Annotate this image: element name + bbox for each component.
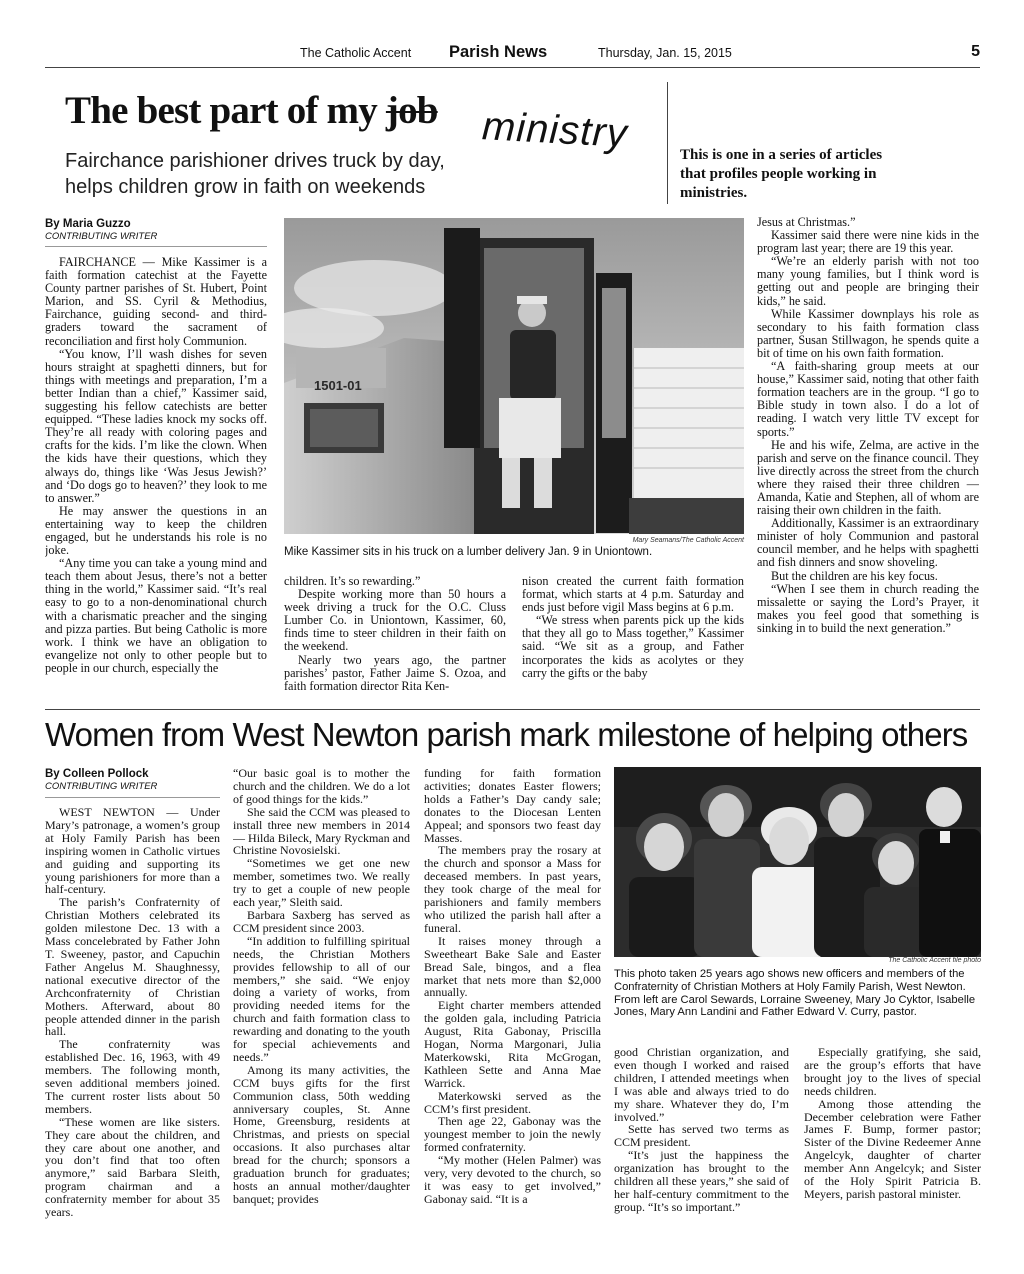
story1-col4-para: But the children are his key focus. xyxy=(771,568,938,583)
byline-rule xyxy=(45,246,267,247)
confraternity-photo-credit: The Catholic Accent file photo xyxy=(888,957,981,964)
story1-col3-para: nison created the current faith formation format, which starts at 4 p.m. Saturday and ends just before vigil Mass begins at 6 p.m. xyxy=(522,575,744,615)
story2-column-5 xyxy=(804,1046,981,1222)
story2-col2-para: She said the CCM was pleased to install three new members in 2014 — Hilda Bileck, Mary Ryckman and Christine Novosielski. xyxy=(233,804,410,858)
truck-photo-caption: Mike Kassimer sits in his truck on a lumber delivery Jan. 9 in Uniontown. xyxy=(284,546,653,558)
byline-name: By Colleen Pollock xyxy=(45,768,149,780)
story1-col1-para: He may answer the questions in an entertaining way to keep the children engaged, but he understands his role is no joke. xyxy=(45,503,267,558)
story2-col4-para: “It’s just the happiness the organization has brought to the children all these years,” she said of her half-century commitment to the group. “It’s so important.” xyxy=(614,1148,789,1214)
story1-col4-para: “A faith-sharing group meets at our house,” Kassimer said, noting that other faith formation teachers are in the group. “I go to Bible study in town also. I do a lot of reading. I watch very little TV except for sports.” xyxy=(757,359,979,439)
story1-col4-para: While Kassimer downplays his role as secondary to his faith formation class partner, Susan Stillwagon, he spends quite a bit of time on his own faith formation. xyxy=(757,306,979,360)
story2-col2-para: “In addition to fulfilling spiritual needs, the Christian Mothers provides fellowship to all of our members,” she said. “We enjoy doing a variety of works, from providing needed items for the church and faith formation class to rewarding and donating to the youth for special achievements and needs.” xyxy=(233,933,410,1064)
confraternity-photo-image xyxy=(614,767,981,957)
story1-col4-para: He and his wife, Zelma, are active in the parish and serve on the finance council. They live directly across the street from the church where they raised their three children — Amanda, Katie and Stephen, all of whom are raising their own children in the faith. xyxy=(757,437,979,518)
story1-col4-para: Kassimer said there were nine kids in the program last year; there are 19 this year. xyxy=(757,228,979,256)
byline-role: CONTRIBUTING WRITER xyxy=(45,231,158,242)
story1-col1-para: FAIRCHANCE — Mike Kassimer is a faith formation catechist at the Fayette County partner parishes of St. Hubert, Point Marion, and SS. Cyril & Methodius, Fairchance, guiding second- and third-graders toward the sacrament of reconciliation and first holy Communion. xyxy=(45,256,267,348)
byline-name: By Maria Guzzo xyxy=(45,218,131,230)
story2-col3-para: Eight charter members attended the golden gala, including Patricia August, Rita Gabonay, Priscilla Hogan, Norma Margonari, Julia Materkowski, Rita McGrogan, Kathleen Sette and Anna Mae Warrick. xyxy=(424,998,601,1090)
story1-col4-para: “When I see them in church reading the missalette or saying the Lord’s Prayer, it makes you feel good that something is sinking in to build the next generation.” xyxy=(757,581,979,635)
confraternity-photo-caption: This photo taken 25 years ago shows new officers and members of the Confraternity of Christian Mothers at Holy Family Parish, West Newton. From left are Carol Sewards, Lorraine Sweeney, Mary Jo Cyktor, Isabelle Jones, Mary Ann Landini and Father Edward V. Curry, pastor. xyxy=(614,968,976,1019)
story2-col3-para: The members pray the rosary at the church and sponsor a Mass for deceased members. In past years, they took charge of the meal for parishioners and family members who utilized the parish hall after a funeral. xyxy=(424,843,601,935)
story1-col2-para: Despite working more than 50 hours a week driving a truck for the O.C. Cluss Lumber Co. in Uniontown, Kassimer, 60, finds time to steer children in their faith on the weekend. xyxy=(284,587,506,654)
story1-column-3 xyxy=(522,575,744,700)
story1-column-1 xyxy=(45,256,267,696)
story2-column-3 xyxy=(424,767,601,1222)
story1-col4-para: Jesus at Christmas.” xyxy=(757,216,856,229)
story2-col4-para: Sette has served two terms as CCM president. xyxy=(614,1122,789,1150)
story2-col3-para: Materkowski served as the CCM’s first president. xyxy=(424,1088,601,1116)
story2-col5-para: Especially gratifying, she said, are the group’s efforts that have brought joy to the lives of special needs children. xyxy=(804,1046,981,1098)
section-name: Parish News xyxy=(449,43,548,61)
subhead-line-2: helps children grow in faith on weekends xyxy=(65,176,426,198)
page-header xyxy=(45,42,980,66)
story2-col2-para: “Our basic goal is to mother the church and the children. We do a lot of good things for the kids.” xyxy=(233,767,410,806)
story1-col2-para: Nearly two years ago, the partner parishes’ pastor, Father Jaime S. Ozoa, and faith formation director Rita Ken- xyxy=(284,652,506,693)
story2-col1-para: The parish’s Confraternity of Christian Mothers celebrated its golden milestone Dec. 13 with a Mass concelebrated by Father John T. Sweeney, pastor, and Capuchin Father Angelus M. Shaughnessy, national executive director of the Archconfraternity of Christian Mothers. Afterward, about 80 people attended dinner in the parish hall. xyxy=(45,895,220,1039)
story1-column-2 xyxy=(284,575,506,700)
story2-col3-para: funding for faith formation activities; donates Easter flowers; holds a Father’s Day candy sale; donates to the Diocesan Lenten Appeal; and sponsors two feast day Masses. xyxy=(424,767,601,845)
story2-col3-para: It raises money through a Sweetheart Bake Sale and Easter Bread Sale, bingos, and a flea market that nets more than $2,000 annually. xyxy=(424,933,601,1000)
page-number: 5 xyxy=(971,43,980,60)
story1-col4-para: Additionally, Kassimer is an extraordinary minister of holy Communion and pastoral council member, and he helps with spaghetti and fish dinners and snow shoveling. xyxy=(757,516,979,570)
truck-photo-image xyxy=(284,218,744,534)
story2-col3-para: Then age 22, Gabonay was the youngest member to join the newly formed confraternity. xyxy=(424,1114,601,1155)
story2-col2-para: “Sometimes we get one new member, sometimes two. We really try to get a couple of new people each year,” Sleith said. xyxy=(233,856,410,910)
story2-column-4 xyxy=(614,1046,789,1222)
story2-col2-para: Barbara Saxberg has served as CCM president since 2003. xyxy=(233,907,410,935)
story2-col3-para: “My mother (Helen Palmer) was very, very devoted to the church, so it was easy to get involved,” Gabonay said. “It is a xyxy=(424,1153,601,1206)
subhead-line-1: Fairchance parishioner drives truck by day, xyxy=(65,150,445,172)
story1-byline xyxy=(45,218,267,242)
series-divider xyxy=(667,82,668,204)
story1-col1-para: “You know, I’ll wash dishes for seven hours straight at spaghetti dinners, but for things with meetings and preparation, I’m a better Indian than a chief,” Kassimer said, suggesting his fellow catechists are better equipped. “These ladies knock my socks off. They’re all ready with coloring pages and crafts for the kids. I’m like the clown. When the kids have their questions, which they always do, things like ‘Was Jesus Jewish?’ and ‘Do dogs go to heaven?’ they look to me to answer.” xyxy=(45,346,267,505)
issue-date: Thursday, Jan. 15, 2015 xyxy=(598,46,732,60)
story2-headline: Women from West Newton parish mark milestone of helping others xyxy=(45,716,968,753)
story-divider xyxy=(45,709,980,710)
story1-column-4 xyxy=(757,216,979,696)
story1-col1-para: “Any time you can take a young mind and teach them about Jesus, there’s not a better thing in the world,” Kassimer said. “It’s real easy to go to a non-denominational church with a charismatic preacher and the singing and pizza parties. But being Catholic is more work. I think we have an obligation to evangelize not only to other people but to people in our church, especially the xyxy=(45,556,267,675)
story1-col2-para: children. It’s so rewarding.” xyxy=(284,575,421,588)
story1-subhead xyxy=(65,148,645,200)
headline-text: The best part of my xyxy=(65,89,386,132)
header-rule xyxy=(45,67,980,68)
story1-col4-para: “We’re an elderly parish with not too many young families, but I think word is getting out and people are bringing their kids,” he said. xyxy=(757,254,979,308)
headline-struck-word: job xyxy=(385,89,438,132)
publication-name: The Catholic Accent xyxy=(300,46,412,60)
confraternity-photo xyxy=(614,767,981,957)
story2-col5-para: Among those attending the December celebration were Father James F. Bump, former pastor; Sister of the Divine Redeemer Anne Angelcyk, daughter of charter member Ann Angelcyk; and Sister of the Holy Spirit Patricia B. Meyers, parish pastoral minister. xyxy=(804,1096,981,1201)
story2-col1-para: WEST NEWTON — Under Mary’s patronage, a women’s group at Holy Family Parish has been inspiring women in Catholic virtues and guiding and supporting its young parishioners for more than a half-century. xyxy=(45,806,220,897)
story2-col1-para: “These women are like sisters. They care about the children, and they care about one another, and you don’t find that too often anymore,” said Barbara Sleith, program chairman and a confraternity member for about 35 years. xyxy=(45,1114,220,1220)
story2-byline xyxy=(45,768,220,792)
byline-role: CONTRIBUTING WRITER xyxy=(45,781,158,792)
story2-col1-para: The confraternity was established Dec. 16, 1963, with 49 members. The following month, seven additional members joined. The current roster lists about 50 members. xyxy=(45,1037,220,1116)
story2-col2-para: Among its many activities, the CCM buys gifts for the first Communion class, 50th wedding anniversary couples, St. Anne Home, Greensburg, residents at Christmas, and priests on special occasions. It also purchases altar bread for the church; sponsors a graduation brunch for graduates; hosts an annual mother/daughter banquet; provides xyxy=(233,1062,410,1206)
truck-photo xyxy=(284,218,744,534)
truck-number-text: 1501-01 xyxy=(314,378,362,393)
story2-column-1 xyxy=(45,806,220,1221)
truck-photo-credit: Mary Seamans/The Catholic Accent xyxy=(632,537,744,544)
story1-col3-para: “We stress when parents pick up the kids that they all go to Mass together,” Kassimer said. “We sit as a group, and Father incorporates the kids as acolytes or they carry the gifts or the baby xyxy=(522,613,744,680)
headline-handwritten-word: ministry xyxy=(480,104,629,156)
series-note: This is one in a series of articles that profiles people working in ministries. xyxy=(680,147,883,201)
story2-column-2 xyxy=(233,767,410,1222)
story2-col4-para: good Christian organization, and even though I worked and raised children, I attended meetings when I was able and always tried to do my share. Whatever they do, I’m involved.” xyxy=(614,1046,789,1124)
byline-rule xyxy=(45,797,220,798)
